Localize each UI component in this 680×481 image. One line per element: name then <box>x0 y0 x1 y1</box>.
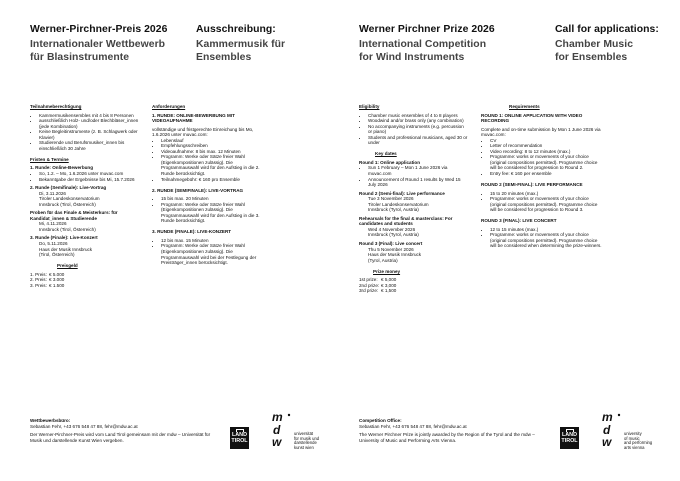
svg-text:w: w <box>272 435 282 449</box>
list-item: • Empfehlungsschreiben <box>161 143 272 149</box>
round-heading: ROUND 2 (SEMI-FINAL): LIVE PERFORMANCE <box>481 182 583 188</box>
text-line: Tue 3 November 2026 <box>368 196 414 202</box>
logo-text: LAND <box>562 432 577 438</box>
text-line: Innsbruck (Tyrol, Austria) <box>368 232 419 238</box>
list-item: • Sun 1 February – Mon 1 June 2026 via muvac.com <box>368 165 469 176</box>
round-heading: 1. RUNDE: ONLINE-BEWERBUNG MIT VIDEOAUFNAHME <box>152 112 235 124</box>
header-en-call-block <box>555 24 659 64</box>
list-item: • Entry fee: € 160 per ensemble <box>490 171 603 177</box>
subtitle-line: for Wind Instruments <box>359 51 465 63</box>
office-heading: Competition Office: <box>359 418 402 423</box>
list-item: • 12 to 15 minutes (max.) <box>490 227 603 233</box>
list-item: • Students and professional musicians, aged 30 or under <box>368 135 469 146</box>
round-heading: Round 2 (Semi-final): Live performance <box>359 190 445 196</box>
logo-text: TIROL <box>231 438 248 444</box>
text-line: Tiroler Landeskonservatorium <box>368 201 429 207</box>
intro-text: vollständige und fristgerechte Einreichung bis Mo, 1.6.2026 unter muvac.com: <box>152 126 254 138</box>
requirements-list <box>152 138 272 182</box>
subtitle-line: International Competition <box>359 39 487 51</box>
section-heading: Preisgeld <box>57 263 78 269</box>
call-title: Call for applications: <box>555 24 659 35</box>
text-line: Do, 5.11.2026 <box>39 240 68 246</box>
round-heading: 3. RUNDE (FINALE): LIVE-KONZERT <box>152 229 232 235</box>
round-list <box>359 165 469 187</box>
list-item: • Programm: Werke oder Sätze freier Wahl (Eigenkompositionen zulässig). Die Programmauswahl wird für den Aufstieg in die 3. Runde berücksichtigt. <box>161 202 272 224</box>
round-heading: ROUND 1: ONLINE APPLICATION WITH VIDEO RECORDING <box>481 112 583 124</box>
logo-text: universität <box>294 431 314 436</box>
header-de-call-block <box>196 24 285 64</box>
round-heading: Round 1: Online application <box>359 159 420 165</box>
prize-value: € 3,000 <box>381 282 397 288</box>
list-item: • CV <box>490 138 603 144</box>
call-subtitle: Kammermusik für <box>196 39 286 51</box>
svg-text:m: m <box>272 410 283 424</box>
requirements-list <box>481 138 603 177</box>
list-item: • Video recording: 8 to 12 minutes (max.) <box>490 149 603 155</box>
footer-en <box>359 418 544 443</box>
round-list <box>30 171 140 182</box>
text-line: Haus der Musik Innsbruck <box>368 252 422 258</box>
prize-label: 1st prize: <box>359 277 378 283</box>
prize-value: € 5,000 <box>381 277 397 283</box>
subtitle-line: Internationaler Wettbewerb <box>30 39 166 51</box>
prize-label: 2. Preis: <box>30 277 47 283</box>
logo-text: LAND <box>232 432 247 438</box>
header-de-title-block <box>30 24 167 64</box>
prize-label: 2nd prize: <box>359 282 380 288</box>
text-line: Di, 3.11.2026 <box>39 190 66 196</box>
section-heading: Fristen & Termine <box>30 156 69 162</box>
text-line: Innsbruck (Tirol, Österreich) <box>39 226 96 232</box>
text-line: Wed 4 November 2026 <box>368 226 416 232</box>
land-tirol-logo <box>230 427 249 449</box>
subtitle-line: für Blasinstrumente <box>30 51 130 63</box>
prize-row <box>30 283 140 289</box>
mdw-name <box>294 432 319 450</box>
eligibility-list <box>30 113 140 152</box>
call-subtitle: for Ensembles <box>555 51 628 63</box>
logo-text: and performing <box>624 440 653 446</box>
svg-text:w: w <box>602 435 612 449</box>
section-heading: Key dates <box>375 151 397 157</box>
prize-value: € 1,500 <box>381 288 397 294</box>
list-item: • ausschließlich Holz- und/oder Blechbläser_innen (jede Kombination) <box>39 118 140 129</box>
svg-text:d: d <box>603 423 611 437</box>
list-item: • Chamber music ensembles of 4 to 8 players <box>368 113 469 119</box>
round-heading: Round 3 (Final): Live concert <box>359 240 423 246</box>
footer-body: Der Werner-Pirchner-Preis wird vom Land Tirol gemeinsam mit der mdw – Universität für Musik und darstellende Kunst Wien vergeben. <box>30 432 211 443</box>
en-info-column <box>359 104 469 294</box>
land-tirol-logo <box>560 427 579 449</box>
list-item: • Woodwind and/or brass only (any combination) <box>368 118 469 124</box>
prize-label: 1. Preis: <box>30 271 47 277</box>
list-item: • 15 bis max. 20 Minuten <box>161 196 272 202</box>
list-item: • So, 1.2. – Mo, 1.6.2026 unter muvac.com <box>39 171 140 177</box>
round-heading: ROUND 3 (FINAL): LIVE CONCERT <box>481 218 557 224</box>
header-en-title-block <box>359 24 495 64</box>
list-item: • Programme: works or movements of your choice (original compositions permitted). Programme choice will be considered for progression to Round 3. <box>490 196 603 213</box>
svg-text:d: d <box>273 423 281 437</box>
footer-body: The Werner Pirchner Prize is jointly awarded by the Region of the Tyrol and the mdw – University of Music and Performing Arts Vienna. <box>359 432 535 443</box>
list-item: • Announcement of Round 1 results by Wed 15 July 2026 <box>368 177 469 188</box>
list-item: • Bekanntgabe der Ergebnisse bis Mi, 15.7.2026 <box>39 177 140 183</box>
list-item: • 15 to 20 minutes (max.) <box>490 191 603 197</box>
logo-text: TIROL <box>561 438 578 444</box>
round-heading: Proben für das Finale & Meisterkurs: für Kandidat_innen & Studierende <box>30 210 118 221</box>
call-subtitle: Chamber Music <box>555 39 634 51</box>
prize-row <box>359 288 469 294</box>
mdw-logo <box>271 409 293 449</box>
list-item: • Lebenslauf <box>161 138 272 144</box>
round-heading: 2. Runde (Semifinale): Live-Vortrag <box>30 185 107 191</box>
list-item: • Keine Begleitinstrumente (z. B. Schlagwerk oder Klavier) <box>39 129 140 140</box>
text-line: Innsbruck (Tirol, Österreich) <box>39 201 96 207</box>
logo-text: of music <box>624 435 640 441</box>
logo-text: university <box>624 431 642 436</box>
list-item: • Videoaufnahme: 8 bis max. 12 Minuten <box>161 149 272 155</box>
requirements-list <box>152 196 272 224</box>
requirements-list <box>152 238 272 266</box>
footer-de <box>30 418 215 443</box>
text-line: Thu 5 November 2026 <box>368 246 414 252</box>
round-heading: 2. RUNDE (SEMIFINALE): LIVE-VORTRAG <box>152 187 244 193</box>
list-item: • 12 bis max. 15 Minuten <box>161 238 272 244</box>
logo-text: für musik und <box>294 435 320 441</box>
list-item: • Programm: Werke oder Sätze freier Wahl (Eigenkompositionen zulässig). Die Programmauswahl wird für den Aufstieg in die 2. Runde berücksichtigt. <box>161 154 272 176</box>
page-title: Werner Pirchner Prize 2026 <box>359 24 495 35</box>
prize-value: € 3.000 <box>49 277 65 283</box>
list-item: • Letter of recommendation <box>490 143 603 149</box>
text-line: Tiroler Landeskonservatorium <box>39 196 100 202</box>
section-heading: Eligibility <box>359 104 380 109</box>
en-requirements-column <box>481 104 603 249</box>
text-line: (Tyrol, Austria) <box>368 257 398 263</box>
requirements-list <box>481 191 603 213</box>
prize-label: 3rd prize: <box>359 288 379 294</box>
list-item: • Teilnahmegebühr: € 160 pro Ensemble <box>161 177 272 183</box>
de-info-column <box>30 104 140 288</box>
section-heading: Requirements <box>509 104 540 109</box>
list-item: • Kammermusikensembles mit 4 bis 8 Personen <box>39 113 140 119</box>
de-requirements-column <box>152 104 272 266</box>
section-heading: Teilnahmeberechtigung <box>30 104 82 109</box>
round-heading: 3. Runde (Finale): Live-Konzert <box>30 235 98 241</box>
eligibility-list <box>359 113 469 146</box>
mdw-logo <box>601 409 623 449</box>
section-heading: Anforderungen <box>152 104 186 109</box>
prize-value: € 1.500 <box>49 282 65 288</box>
svg-text:m: m <box>602 410 613 424</box>
round-heading: Rehearsals for the final & masterclass: For candidates and students <box>359 215 453 227</box>
logo-text: arts vienna <box>624 444 645 450</box>
requirements-list <box>481 227 603 249</box>
page-title: Werner-Pirchner-Preis 2026 <box>30 24 168 35</box>
call-subtitle: Ensembles <box>196 51 252 63</box>
prize-value: € 5.000 <box>49 271 65 277</box>
list-item: • Programme: works or movements of your choice (original compositions permitted). Programme choice will be considered for progression to Round 2. <box>490 154 603 171</box>
text-line: Mi, 4.11.2026 <box>39 221 67 227</box>
office-heading: Wettbewerbsbüro: <box>30 418 71 423</box>
list-item: • Programm: Werke oder Sätze freier Wahl (Eigenkompositionen zulässig). Die Programmauswahl wird bei der Festlegung der Preisträger_innen berücksichtigt. <box>161 243 272 265</box>
section-heading: Prize money <box>373 268 401 274</box>
logo-text: kunst wien <box>294 444 314 450</box>
call-title: Ausschreibung: <box>196 24 276 35</box>
text-line: (Tirol, Österreich) <box>39 252 75 258</box>
list-item: • Programme: works or movements of your choice (original compositions permitted). Programme choice will be considered when determining the prize-winners. <box>490 232 603 249</box>
list-item: • Studierende und Berufsmusiker_innen bis einschließlich 30 Jahre <box>39 140 140 151</box>
text-line: Haus der Musik Innsbruck <box>39 246 93 252</box>
office-contact: Sebastian Fehr, +43 676 548 47 88, fehr@mdw.ac.at <box>30 423 138 429</box>
list-item: • No accompanying instruments (e.g. percussion or piano) <box>368 124 469 135</box>
round-heading: 1. Runde: Online-Bewerbung <box>30 165 94 171</box>
logo-text: darstellende <box>294 440 317 446</box>
text-line: Innsbruck (Tyrol, Austria) <box>368 207 419 213</box>
office-contact: Sebastian Fehr, +43 676 548 47 88, fehr@mdw.ac.at <box>359 423 467 429</box>
intro-text: Complete and on-time submission by Mon 1 June 2026 via muvac.com: <box>481 126 601 138</box>
mdw-name <box>624 432 652 450</box>
prize-label: 3. Preis: <box>30 282 47 288</box>
